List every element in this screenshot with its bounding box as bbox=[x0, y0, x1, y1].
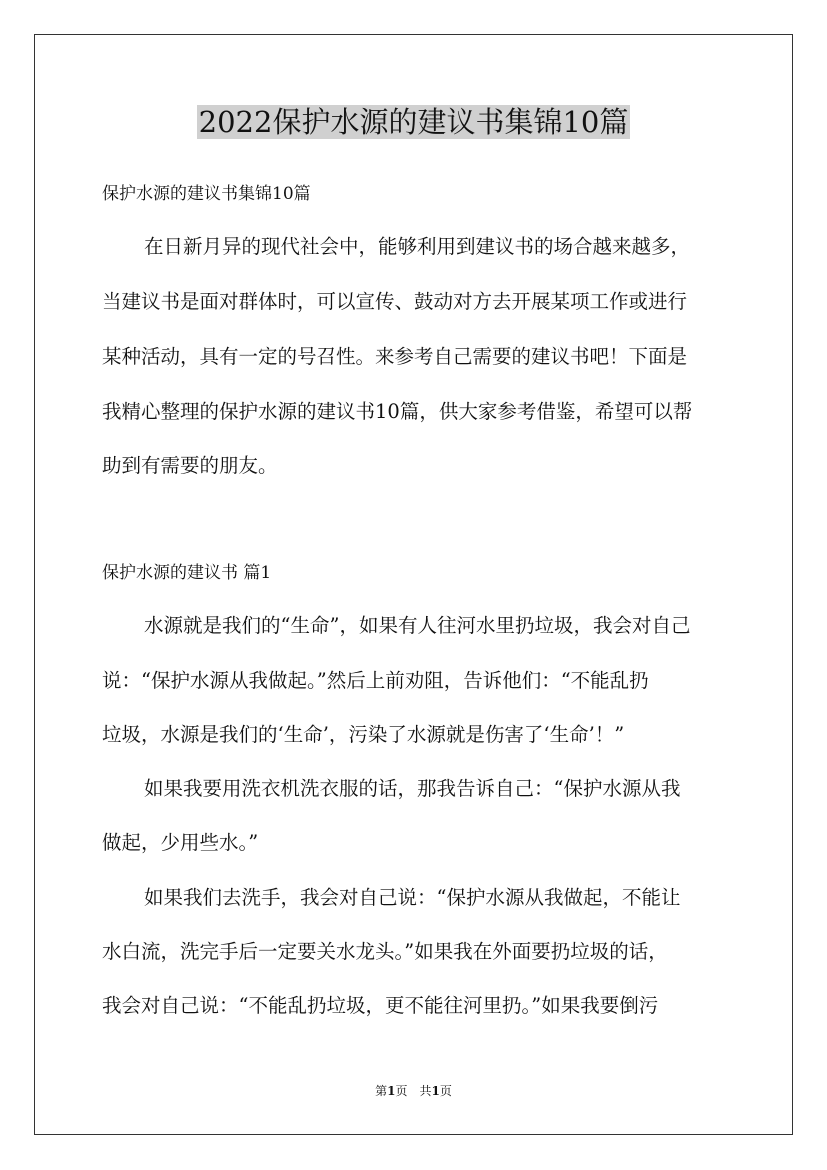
footer-suffix: 页 bbox=[439, 1084, 452, 1098]
body-line: 说：“保护水源从我做起。”然后上前劝阻，告诉他们：“不能乱扔 bbox=[102, 669, 649, 692]
intro-line: 在日新月异的现代社会中，能够利用到建议书的场合越来越多， bbox=[144, 235, 691, 258]
body-line: 如果我们去洗手，我会对自己说：“保护水源从我做起，不能让 bbox=[144, 886, 681, 909]
body-line: 垃圾，水源是我们的‘生命’，污染了水源就是伤害了‘生命’！” bbox=[102, 723, 625, 746]
document-title bbox=[0, 100, 827, 144]
body-line: 如果我要用洗衣机洗衣服的话，那我告诉自己：“保护水源从我 bbox=[144, 777, 681, 800]
footer-total-pages: 1 bbox=[431, 1084, 440, 1098]
body-line: 我会对自己说：“不能乱扔垃圾，更不能往河里扔。”如果我要倒污 bbox=[102, 994, 659, 1017]
intro-line: 某种活动，具有一定的号召性。来参考自己需要的建议书吧！下面是 bbox=[102, 345, 688, 368]
body-line: 水源就是我们的“生命”，如果有人往河水里扔垃圾，我会对自己 bbox=[144, 614, 691, 637]
footer-current-page: 1 bbox=[387, 1084, 396, 1098]
document-title-text: 2022保护水源的建议书集锦10篇 bbox=[198, 105, 629, 139]
section-heading: 保护水源的建议书 篇1 bbox=[102, 563, 272, 583]
intro-line: 当建议书是面对群体时，可以宣传、鼓动对方去开展某项工作或进行 bbox=[102, 290, 688, 313]
intro-line: 我精心整理的保护水源的建议书10篇，供大家参考借鉴，希望可以帮 bbox=[102, 400, 693, 423]
footer-prefix: 第 bbox=[375, 1084, 388, 1098]
footer-mid: 页 共 bbox=[395, 1084, 432, 1098]
body-line: 水白流，洗完手后一定要关水龙头。”如果我在外面要扔垃圾的话， bbox=[102, 940, 668, 963]
page-footer bbox=[0, 1082, 827, 1100]
document-subtitle: 保护水源的建议书集锦10篇 bbox=[102, 184, 311, 204]
body-line: 做起，少用些水。” bbox=[102, 831, 259, 854]
intro-line: 助到有需要的朋友。 bbox=[102, 454, 278, 477]
